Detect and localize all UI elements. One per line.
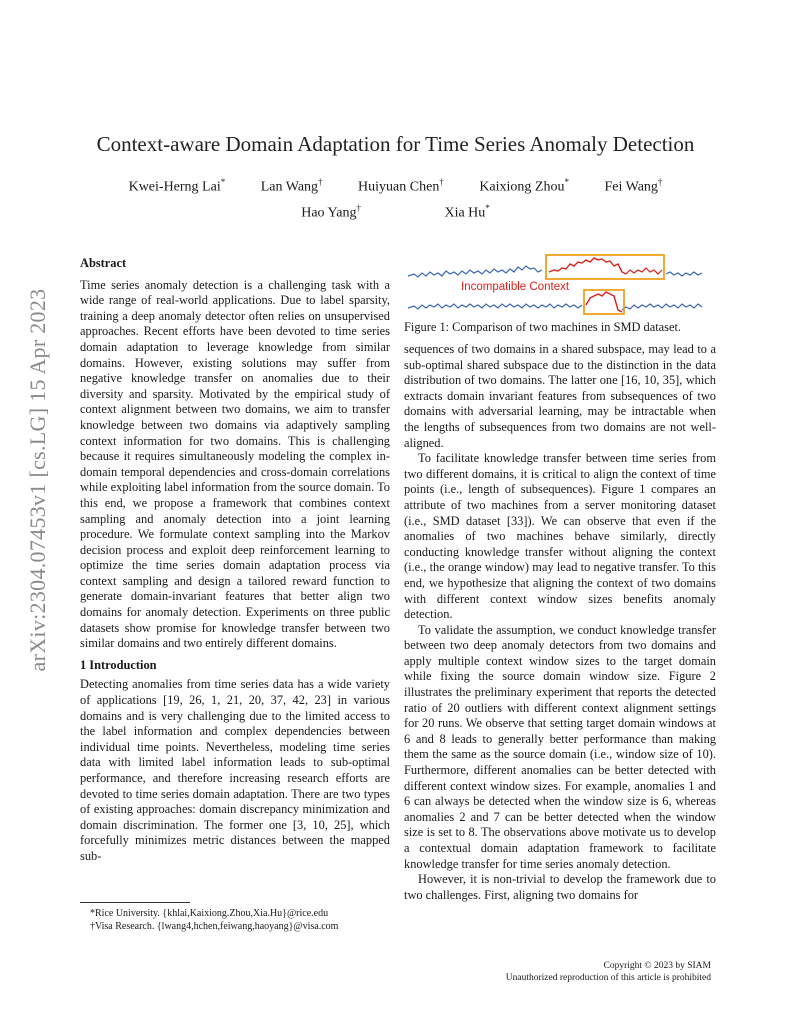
copyright-line: Unauthorized reproduction of this article is prohibited — [505, 973, 711, 983]
series-bottom-end — [622, 304, 702, 310]
footnote-visa: †Visa Research. {lwang4,hchen,feiwang,haoyang}@visa.com — [90, 921, 339, 932]
intro-paragraph: Detecting anomalies from time series data has a wide variety of applications [19, 26, 1, 21, 20, 37, 42, 23] in various domains and is very challenging due to the limited access to the label information and complex dependencies between individual time points. Nevertheless, modeling time series data with limited label information leads to sub-optimal performance, and therefore increasing research efforts are devoted to time series domain adaptation. There are two types of existing approaches: domain discrepancy minimization and domain discrimination. The former one [3, 10, 25], which forcefully minimizes metric distances between the mapped sub- — [80, 677, 390, 863]
right-column — [404, 342, 716, 903]
paragraph: To validate the assumption, we conduct knowledge transfer between two deep anomaly detectors from two domains and apply multiple context window sizes to the target domain while fixing the source domain window size. Figure 2 illustrates the preliminary experiment that reports the detected ratio of 20 outliers with different context alignment settings for 20 runs. We observe that setting target domain windows at 6 and 8 leads to generally better performance than making them the same as the source domain (i.e., window size of 10). Furthermore, different anomalies can be better detected with different context window sizes. For example, anomalies 1 and 6 can always be detected when the window size is 6, whereas anomalies 2 and 7 can be better detected when the window size is set to 8. The observations above motivate us to develop a contextual domain adaptation framework to facilitate knowledge transfer for time series anomaly detection. — [404, 622, 716, 871]
author: Kwei-Herng Lai* — [128, 177, 226, 195]
series-top-anomaly — [549, 258, 626, 274]
paragraph: sequences of two domains in a shared subspace, may lead to a sub-optimal shared subspace due to the distinction in the data distribution of two domains. The latter one [16, 10, 35], which extracts domain invariant features from subsequences of two domains with adversarial learning, may be intractable when the lengths of subsequences from two domains are not well-aligned. — [404, 342, 716, 450]
figure-1-caption: Figure 1: Comparison of two machines in SMD dataset. — [404, 320, 682, 334]
footnote-rule — [80, 902, 190, 903]
section-heading-introduction: 1 Introduction — [80, 657, 157, 672]
author: Hao Yang† — [301, 203, 361, 221]
figure-1-plot — [404, 252, 716, 322]
footnote-rice: *Rice University. {khlai,Kaixiong.Zhou,Xia.Hu}@rice.edu — [90, 908, 329, 919]
footnotes — [80, 902, 390, 933]
authors-row-1 — [0, 177, 791, 196]
authors-row-2 — [0, 203, 791, 222]
series-bottom-anomaly — [586, 292, 622, 312]
paragraph: However, it is non-trivial to develop the framework due to two challenges. First, aligning two domains for — [404, 872, 716, 902]
arxiv-id: arXiv:2304.07453v1 [cs.LG] 15 Apr 2023 — [25, 288, 50, 672]
arxiv-sidebar — [18, 270, 58, 690]
series-bottom — [408, 304, 582, 309]
author: Lan Wang† — [260, 177, 323, 195]
left-column — [80, 256, 390, 865]
author: Xia Hu* — [444, 203, 490, 221]
series-top-end — [666, 272, 702, 276]
paper-title: Context-aware Domain Adaptation for Time Series Anomaly Detection — [96, 132, 695, 156]
copyright-line: Copyright © 2023 by SIAM — [603, 961, 711, 971]
figure-1 — [404, 252, 716, 322]
figure-label: Incompatible Context — [461, 281, 570, 293]
abstract-heading: Abstract — [80, 256, 127, 270]
author: Fei Wang† — [604, 177, 663, 195]
context-window-top — [546, 255, 664, 279]
series-top-tail — [626, 268, 662, 274]
series-top — [408, 266, 542, 277]
copyright-notice — [506, 960, 711, 984]
author: Kaixiong Zhou* — [479, 177, 569, 195]
abstract-text: Time series anomaly detection is a challenging task with a wide range of real-world applications. Due to label sparsity, training a deep anomaly detector often relies on unsupervised approaches. Recent efforts have been devoted to time series domain adaptation to leverage knowledge from similar domains. However, existing solutions may suffer from negative knowledge transfer on anomalies due to their diversity and sparsity. Motivated by the empirical study of context alignment between two domains, we aim to transfer knowledge between two domains via adaptively sampling context information for two domains. This is challenging because it requires simultaneously modeling the complex in-domain temporal dependencies and cross-domain correlations while exploiting label information from the source domain. To this end, we propose a framework that combines context sampling and anomaly detection into a joint learning procedure. We formulate context sampling into the Markov decision process and exploit deep reinforcement learning to optimize the time series domain adaptation process via context sampling and design a tailored reward function to generate domain-invariant features that better align two domains for anomaly detection. Experiments on three public datasets show promise for knowledge transfer between two similar domains and two entirely different domains. — [80, 277, 390, 651]
paragraph: To facilitate knowledge transfer between time series from two different domains, it is critical to align the context of time points (i.e., length of subsequences). Figure 1 compares an attribute of two machines from a server monitoring dataset (i.e., SMD dataset [33]). We can observe that even if the anomalies of two machines behave similarly, directly conducting knowledge transfer without aligning the context (i.e., the orange window) may lead to negative transfer. To this end, we hypothesize that aligning the context of two domains with different context window sizes benefits anomaly detection. — [404, 451, 716, 622]
author: Huiyuan Chen† — [358, 177, 444, 195]
